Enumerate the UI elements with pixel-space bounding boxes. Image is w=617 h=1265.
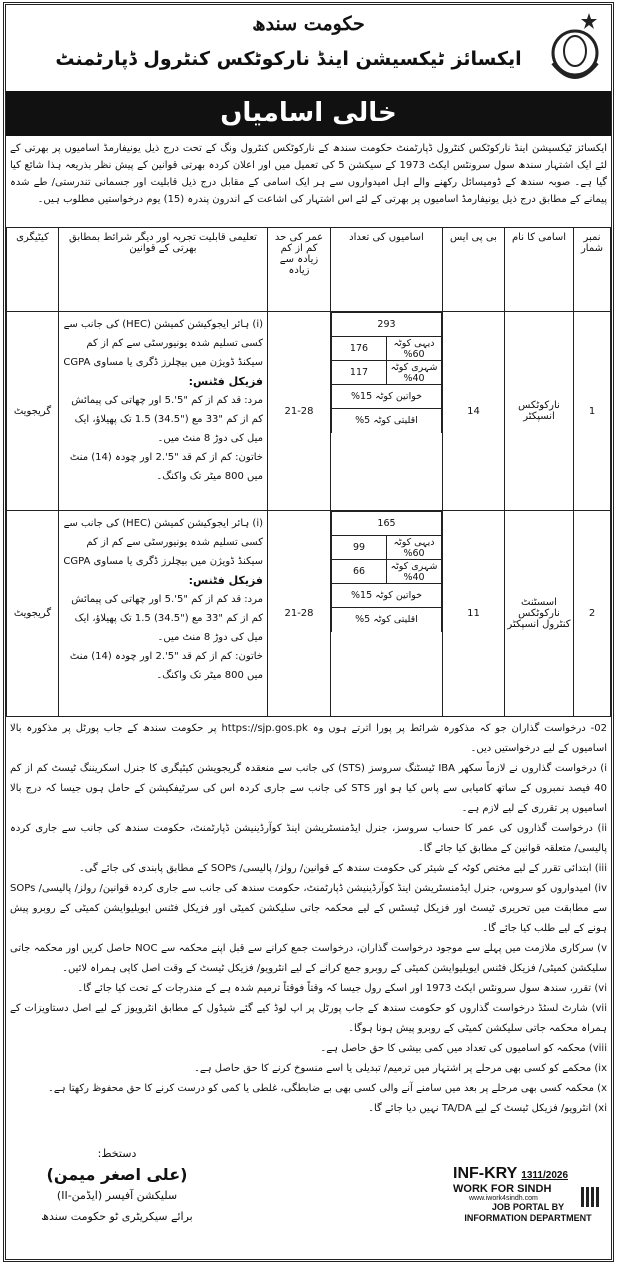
table-header-row bbox=[7, 228, 611, 312]
total-posts: 293 bbox=[332, 313, 442, 337]
header-qualification: تعلیمی قابلیت تجربہ اور دیگر شرائط بمطابق بھرتی کے قوانین bbox=[59, 228, 268, 312]
note-item: viii) محکمہ کو اسامیوں کی تعداد میں کمی بیشی کا حق حاصل ہے۔ bbox=[320, 1043, 607, 1054]
header-serial: نمبر شمار bbox=[574, 228, 611, 312]
note-item: vi) تقرر، سندھ سول سرونٹس ایکٹ 1973 اور اسکے رول جیسا کہ وقتاً فوقتاً ترمیم شدہ ہے کے مندرجات کے تحت کیا جائے گا۔ bbox=[77, 983, 607, 994]
post-name-cell: اسسٹنٹ نارکوٹکس کنٹرول انسپکٹر bbox=[505, 511, 574, 717]
government-title: حکومت سندھ bbox=[252, 13, 365, 35]
header bbox=[6, 5, 611, 91]
vacancies-table bbox=[6, 227, 611, 717]
table-row bbox=[7, 511, 611, 717]
urban-quota-count: 117 bbox=[332, 361, 387, 385]
female-requirements: خاتون: کم از کم قد "5'.2 اور چودہ (14) منٹ میں 800 میٹر تک واکنگ۔ bbox=[69, 452, 263, 482]
portal-line-1: JOB PORTAL BY bbox=[491, 1202, 565, 1212]
rural-quota-count: 99 bbox=[332, 536, 387, 560]
qualification-cell bbox=[59, 511, 268, 717]
footer-ref-block bbox=[453, 1165, 603, 1224]
note-item: v) سرکاری ملازمت میں پہلے سے موجود درخواست گذاران، درخواست جمع کرانے سے قبل اپنے محکمہ سے NOC حاصل کریں اور محکمہ جاتی سلیکشن کمیٹی/ فزیکل فٹنس ایویلیوایشن کمیٹی کے روبرو جمع کرانے کے لیے انٹرویو/ فزیکل ٹیسٹ کے وقت اصل کاپی ہمراہ لائیں۔ bbox=[10, 943, 607, 974]
minority-quota: اقلیتی کوٹہ 5% bbox=[332, 608, 442, 632]
note-item: ii) درخواست گذاروں کی عمر کا حساب سروسز، جنرل ایڈمنسٹریشن اینڈ کوآرڈینیشن ڈپارٹمنٹ، حکومت سندھ کی جانب سے جاری کردہ پالیسی/ متعلقہ قوانین کے مطابق کیا جائے گا۔ bbox=[10, 823, 607, 854]
serial-cell: 2 bbox=[574, 511, 611, 717]
note-item: ix) محکمے کو کسی بھی مرحلے پر اشتہار میں ترمیم/ تبدیلی یا اسے منسوخ کرنے کا حق حاصل ہے۔ bbox=[194, 1063, 607, 1074]
urban-quota-label: شہری کوٹہ 40% bbox=[387, 560, 442, 584]
age-cell: 21-28 bbox=[268, 511, 331, 717]
header-age: عمر کی حد کم از کم زیادہ سے زیادہ bbox=[268, 228, 331, 312]
qualification-cell bbox=[59, 312, 268, 511]
physical-fitness-heading: فزیکل فٹنس: bbox=[188, 574, 263, 587]
department-title: ایکسائز ٹیکسیشن اینڈ نارکوٹکس کنٹرول ڈپارٹمنٹ bbox=[55, 48, 522, 70]
reference-code: INF-KRY bbox=[453, 1165, 518, 1182]
terms-and-conditions bbox=[10, 719, 607, 1119]
signatory-for: برائے سیکریٹری ٹو حکومت سندھ bbox=[41, 1210, 193, 1223]
table-row bbox=[7, 312, 611, 511]
bps-cell: 11 bbox=[443, 511, 505, 717]
physical-fitness-heading: فزیکل فٹنس: bbox=[188, 375, 263, 388]
male-requirements: مرد: قد کم از کم "5'.5 اور چھاتی کی پیمائش کم از کم "33 مع ("34.5) 1.5 تک پھیلاؤ، ایک میل کی دوڑ 8 منٹ میں۔ bbox=[71, 395, 263, 444]
signatory-title: سلیکشن آفیسر (ایڈمن-II) bbox=[56, 1189, 178, 1202]
note-item: xi) انٹرویو/ فزیکل ٹیسٹ کے لیے TA/DA نہیں دیا جائے گا۔ bbox=[368, 1103, 607, 1114]
age-cell: 21-28 bbox=[268, 312, 331, 511]
vacancies-banner: خالی اسامیاں bbox=[6, 91, 611, 136]
rural-quota-label: دیہی کوٹہ 60% bbox=[387, 337, 442, 361]
rural-quota-count: 176 bbox=[332, 337, 387, 361]
note-item: 02- درخواست گذاران جو کہ مذکورہ شرائط پر پورا اترتے ہوں وہ https://sjp.gos.pk پر حکومت سندھ کے جاب پورٹل پر مذکورہ بالا اسامیوں کے لیے درخواستیں دیں۔ bbox=[10, 723, 607, 754]
note-item: iv) امیدواروں کو سروس، جنرل ایڈمنسٹریشن اینڈ کوآرڈینیشن ڈپارٹمنٹ، حکومت سندھ کی جانب سے جاری کردہ قوانین/ رولز/ پالیسی/ SOPs سے مطابقت میں تحریری ٹیسٹ اور فزیکل ٹیسٹس کے لیے محکمہ جاتی سلیکشن کمیٹی اور فزیکل فٹنس ایویلیوایشن کمیٹی کے روبرو پیش ہونے کے لیے طلب کیا جائے گا۔ bbox=[10, 883, 607, 934]
serial-cell: 1 bbox=[574, 312, 611, 511]
portal-url: www.iwork4sindh.com bbox=[469, 1195, 538, 1202]
portal-line-2: INFORMATION DEPARTMENT bbox=[464, 1213, 592, 1223]
count-cell bbox=[331, 312, 443, 511]
female-requirements: خاتون: کم از کم قد "5'.2 اور چودہ (14) منٹ میں 800 میٹر تک واکنگ۔ bbox=[69, 651, 263, 681]
header-category: کیٹیگری bbox=[7, 228, 59, 312]
minority-quota: اقلیتی کوٹہ 5% bbox=[332, 409, 442, 433]
header-post-name: اسامی کا نام bbox=[505, 228, 574, 312]
signatory-name: (علی اصغر میمن) bbox=[46, 1165, 188, 1184]
reference-number bbox=[453, 1165, 603, 1183]
note-item: i) درخواست گذاروں نے لازماً سکھر IBA ٹیسٹنگ سروسز (STS) کی جانب سے منعقدہ گریجویشن کیٹیگری کا جنرل اسکریننگ ٹیسٹ کم از کم 40 فیصد نمبروں کے ساتھ کامیابی سے پاس کیا ہو اور STS کی جانب سے جاری کردہ اس کی سرٹیفکیشن کے حامل ہوں جیسا کہ درج بالا اسامیوں پر تقرری کے لیے لازم ہے۔ bbox=[10, 763, 608, 814]
category-cell: گریجویٹ bbox=[7, 312, 59, 511]
signature-label: دستخط: bbox=[97, 1147, 137, 1160]
note-item: x) محکمہ کسی بھی مرحلے پر بعد میں سامنے آنے والی کسی بھی بے ضابطگی، غلطی یا کمی کو درست کرنے کا حق محفوظ رکھتا ہے۔ bbox=[47, 1083, 607, 1094]
bps-cell: 14 bbox=[443, 312, 505, 511]
signature-block bbox=[22, 1143, 212, 1227]
male-requirements: مرد: قد کم از کم "5'.5 اور چھاتی کی پیمائش کم از کم "33 مع ("34.5) 1.5 تک پھیلاؤ، ایک میل کی دوڑ 8 منٹ میں۔ bbox=[71, 594, 263, 643]
urban-quota-label: شہری کوٹہ 40% bbox=[387, 361, 442, 385]
rural-quota-label: دیہی کوٹہ 60% bbox=[387, 536, 442, 560]
women-quota: خواتین کوٹہ 15% bbox=[332, 385, 442, 409]
header-bps: بی پی ایس bbox=[443, 228, 505, 312]
count-cell bbox=[331, 511, 443, 717]
note-item: iii) ابتدائی تقرر کے لیے مختص کوٹہ کے شیئر کی حکومت سندھ کے قوانین/ رولز/ پالیسی/ SOPs کے مطابق پابندی کی جائے گی۔ bbox=[78, 863, 607, 874]
urban-quota-count: 66 bbox=[332, 560, 387, 584]
work-for-sindh-brand: WORK FOR SINDH bbox=[453, 1183, 552, 1195]
note-item: vii) شارٹ لسٹڈ درخواست گذاروں کو حکومت سندھ کے جاب پورٹل پر اپ لوڈ کیے گئے شیڈول کے مطابق انٹرویوز کے لیے اصل دستاویزات کے ہمراہ محکمہ جاتی سلیکشن کمیٹی کے روبرو پیش ہونا ہوگا۔ bbox=[10, 1003, 607, 1034]
advertisement-frame bbox=[3, 2, 614, 1262]
category-cell: گریجویٹ bbox=[7, 511, 59, 717]
header-count: اسامیوں کی تعداد bbox=[331, 228, 443, 312]
women-quota: خواتین کوٹہ 15% bbox=[332, 584, 442, 608]
qualification-degree: (i) ہائر ایجوکیشن کمیشن (HEC) کی جانب سے کسی تسلیم شدہ یونیورسٹی سے کم از کم سیکنڈ ڈویژن میں بیچلرز ڈگری یا مساوی CGPA bbox=[63, 319, 263, 368]
sindh-government-logo-icon bbox=[547, 11, 603, 87]
post-name-cell: نارکوٹکس انسپکٹر bbox=[505, 312, 574, 511]
qr-code-icon bbox=[581, 1187, 601, 1207]
total-posts: 165 bbox=[332, 512, 442, 536]
qualification-degree: (i) ہائر ایجوکیشن کمیشن (HEC) کی جانب سے کسی تسلیم شدہ یونیورسٹی سے کم از کم سیکنڈ ڈویژن میں بیچلرز ڈگری یا مساوی CGPA bbox=[63, 518, 263, 567]
intro-paragraph: ایکسائز ٹیکسیشن اینڈ نارکوٹکس کنٹرول ڈپارٹمنٹ حکومت سندھ کے نارکوٹکس کنٹرول ونگ کے تحت درج ذیل یونیفارمڈ اسامیوں پر بھرتی کے لئے ایک اشتہار سندھ سول سرونٹس ایکٹ 1973 کے سیکشن 5 کی تعمیل میں اور اعلان کردہ بھرتی قوانین کے پیش نظر بذریعہ ہذا شائع کیا گیا ہے۔ صوبہ سندھ کے ڈومیسائل رکھنے والے اہل امیدواروں سے ہر ایک اسامی کے مقابل درج ذیل قابلیت اور جسمانی تندرستی/ طے شدہ پیمانے کے مطابق درج ذیل یونیفارمڈ اسامیوں پر بھرتی کے لئے اس اشتہار کی اشاعت کے اندرون پندرہ (15) یوم درخواستیں مطلوب ہیں۔ bbox=[10, 143, 607, 205]
reference-serial: 1311/2026 bbox=[521, 1170, 569, 1181]
